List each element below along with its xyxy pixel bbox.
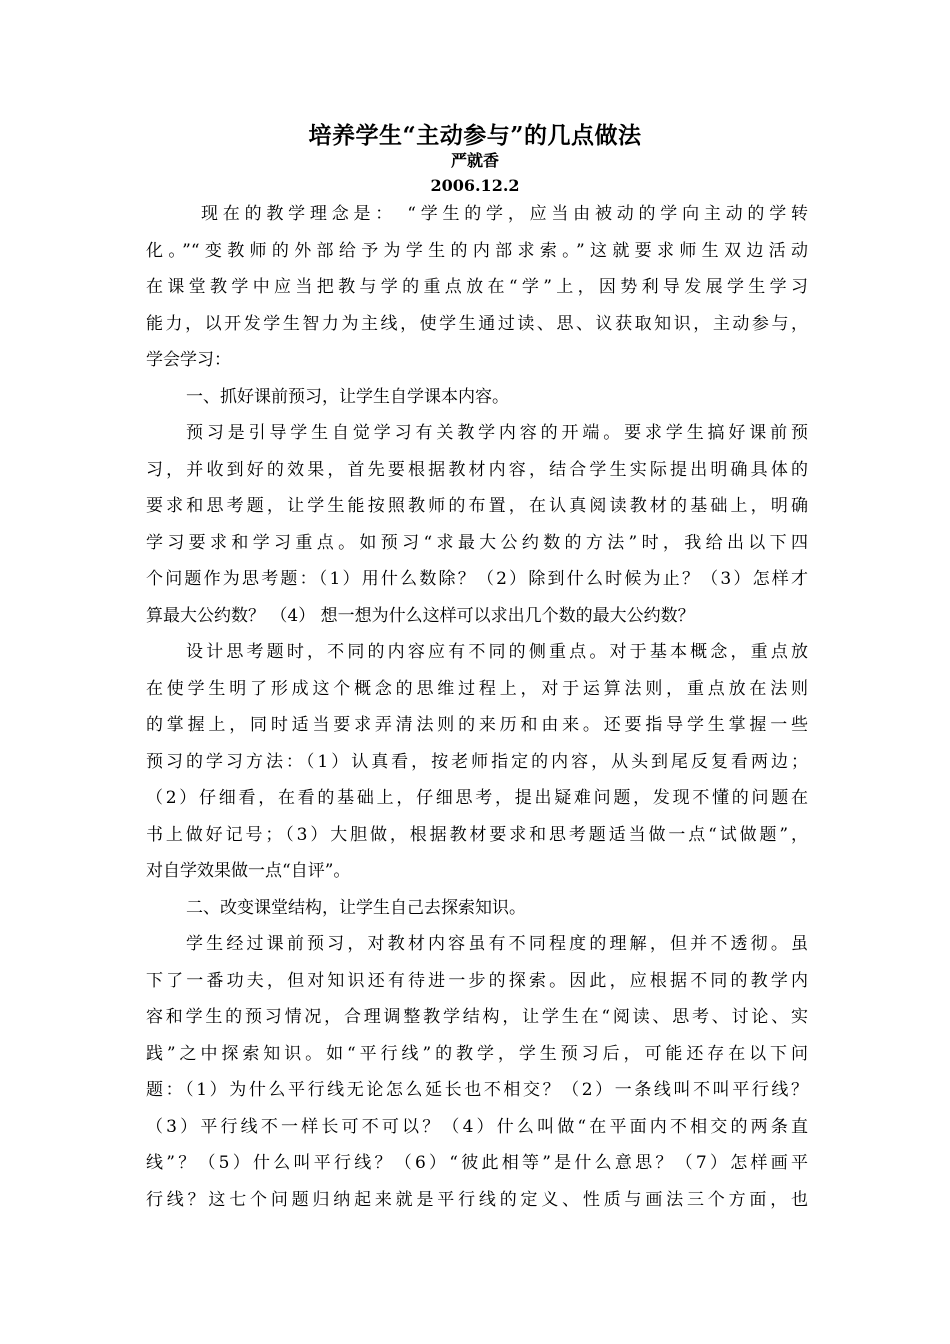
paragraph-line: 学会学习： <box>146 350 231 370</box>
document-title: 培养学生“主动参与”的几点做法 <box>308 122 642 149</box>
paragraph-line: 要求和思考题，让学生能按照教师的布置，在认真阅读教材的基础上，明确 <box>146 496 808 516</box>
paragraph-line: 现在的教学理念是： “学生的学，应当由被动的学向主动的学转 <box>201 204 808 224</box>
section-heading: 二、改变课堂结构，让学生自己去探索知识。 <box>186 897 526 918</box>
paragraph-line: 化。”“变教师的外部给予为学生的内部求索。”这就要求师生双边活动 <box>146 240 808 261</box>
paragraph-line: 行线？这七个问题归纳起来就是平行线的定义、性质与画法三个方面，也 <box>146 1189 808 1210</box>
paragraph-line: 能力，以开发学生智力为主线，使学生通过读、思、议获取知识，主动参与， <box>146 313 808 334</box>
paragraph-line: 算最大公约数？ （4） 想一想为什么这样可以求出几个数的最大公约数？ <box>146 605 695 626</box>
paragraph-line: 对自学效果做一点“自评”。 <box>146 861 351 881</box>
paragraph-line: 习，并收到好的效果，首先要根据教材内容，结合学生实际提出明确具体的 <box>146 459 808 480</box>
paragraph-line: （2）仔细看，在看的基础上，仔细思考，提出疑难问题，发现不懂的问题在 <box>146 788 808 808</box>
document-date: 2006.12.2 <box>430 176 520 195</box>
paragraph-line: 书上做好记号；（3）大胆做，根据教材要求和思考题适当做一点“试做题”， <box>146 824 808 845</box>
paragraph-line: 在课堂教学中应当把教与学的重点放在“学”上，因势利导发展学生学习 <box>146 277 808 297</box>
document-body <box>146 196 808 1218</box>
paragraph-line: 学习要求和学习重点。如预习“求最大公约数的方法”时，我给出以下四 <box>146 532 808 553</box>
paragraph-line: 学生经过课前预习，对教材内容虽有不同程度的理解，但并不透彻。虽 <box>186 934 808 954</box>
paragraph-line: 设计思考题时，不同的内容应有不同的侧重点。对于基本概念，重点放 <box>186 642 808 662</box>
document-author: 严就香 <box>450 151 499 170</box>
section-heading: 一、抓好课前预习，让学生自学课本内容。 <box>186 386 509 407</box>
paragraph-line: 的掌握上，同时适当要求弄清法则的来历和由来。还要指导学生掌握一些 <box>146 715 808 735</box>
paragraph-line: 践”之中探索知识。如“平行线”的教学，学生预习后，可能还存在以下问 <box>146 1043 808 1064</box>
paragraph-line: （3）平行线不一样长可不可以？（4）什么叫做“在平面内不相交的两条直 <box>146 1116 808 1137</box>
paragraph-line: 容和学生的预习情况，合理调整教学结构，让学生在“阅读、思考、讨论、实 <box>146 1007 808 1027</box>
paragraph-line: 题：（1）为什么平行线无论怎么延长也不相交？（2）一条线叫不叫平行线？ <box>146 1080 808 1100</box>
paragraph-line: 下了一番功夫，但对知识还有待进一步的探索。因此，应根据不同的教学内 <box>146 970 808 991</box>
paragraph-line: 个问题作为思考题：（1）用什么数除？（2）除到什么时候为止？（3）怎样才 <box>146 569 808 589</box>
paragraph-line: 预习是引导学生自觉学习有关教学内容的开端。要求学生搞好课前预 <box>186 423 808 443</box>
paragraph-line: 预习的学习方法：（1）认真看，按老师指定的内容，从头到尾反复看两边； <box>146 751 808 772</box>
paragraph-line: 在使学生明了形成这个概念的思维过程上，对于运算法则，重点放在法则 <box>146 678 808 699</box>
paragraph-line: 线”？（5）什么叫平行线？（6）“彼此相等”是什么意思？（7）怎样画平 <box>146 1153 808 1173</box>
